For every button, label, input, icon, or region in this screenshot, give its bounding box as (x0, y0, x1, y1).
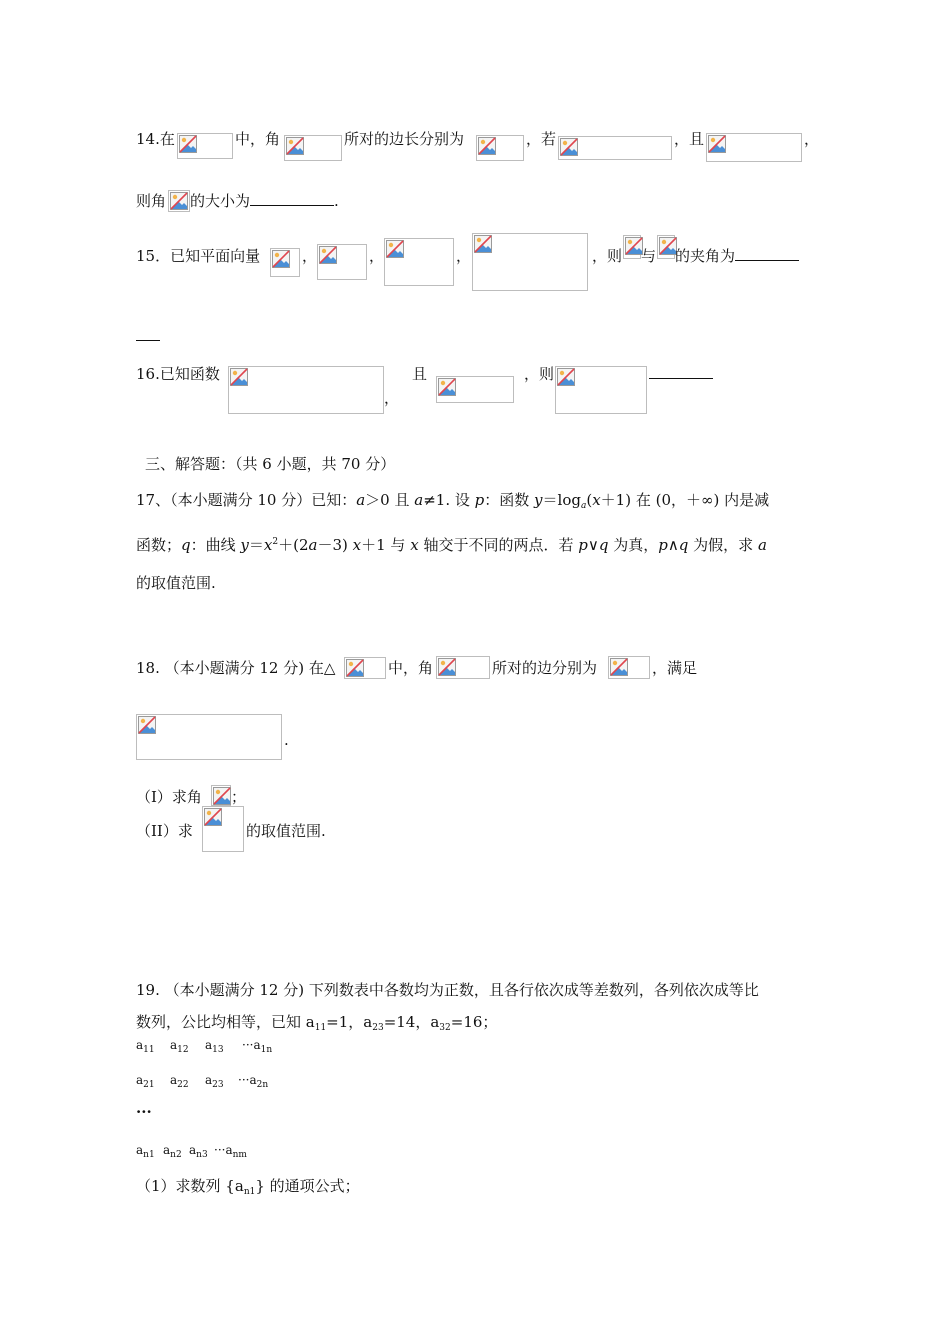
broken-image (706, 133, 802, 162)
q14-text: 中，角 (235, 130, 281, 148)
broken-image-icon (286, 137, 304, 155)
q18-part2: （II）求 (136, 822, 193, 840)
q16-text: ，则 (524, 365, 555, 383)
table-cell: $a_{21}$ (136, 1073, 155, 1090)
broken-image (211, 785, 231, 806)
broken-image (136, 714, 282, 760)
broken-image-icon (708, 135, 726, 153)
q16-line1: 16.已知函数 (136, 365, 220, 383)
q15-text: 的夹角为 (675, 246, 799, 266)
q19-line2: 数列，公比均相等，已知 $a_{11}=1$，$a_{23}=14$，$a_{32}=16$； (136, 1013, 498, 1033)
broken-image (270, 248, 300, 277)
broken-image (555, 366, 647, 414)
answer-blank (649, 364, 713, 379)
broken-image-icon (170, 192, 188, 210)
q14-text: ，若 (526, 130, 557, 148)
q18-text: 所对的边分别为 (492, 659, 598, 677)
broken-image (168, 190, 190, 212)
table-cell: $\cdot\cdot\cdot a_{nm}$ (214, 1143, 247, 1160)
broken-image (202, 806, 244, 852)
q15-text: ， (302, 247, 318, 265)
table-ellipsis: ··· (136, 1103, 152, 1121)
broken-image-icon (230, 368, 248, 386)
broken-image-icon (204, 808, 222, 826)
table-cell: $\cdot\cdot\cdot a_{1n}$ (242, 1038, 273, 1055)
broken-image (476, 135, 524, 161)
broken-image-icon (319, 246, 337, 264)
broken-image (228, 366, 384, 414)
table-cell: $a_{13}$ (205, 1038, 224, 1055)
broken-image-icon (272, 250, 290, 268)
broken-image-icon (474, 235, 492, 253)
q18-text: ，满足 (652, 659, 698, 677)
q14-line2: 则角 (136, 192, 167, 210)
q15-text: 与 (641, 247, 657, 265)
broken-image (657, 235, 675, 259)
table-cell: $a_{11}$ (136, 1038, 155, 1055)
broken-image-icon (138, 716, 156, 734)
broken-image (284, 135, 342, 161)
broken-image-icon (610, 658, 628, 676)
q15-line1: 15．已知平面向量 (136, 247, 261, 265)
q15-number: 15． (136, 247, 171, 265)
table-cell: $a_{22}$ (170, 1073, 189, 1090)
broken-image-icon (478, 137, 496, 155)
section-heading: 三、解答题：（共 6 小题，共 70 分） (145, 455, 396, 473)
answer-blank (735, 246, 799, 261)
q17-line1: 17、（本小题满分 10 分）已知：a＞0 且 a≠1. 设 p：函数 $y=\log_a(x+1)$ 在 (0，＋∞) 内是减 (136, 491, 770, 511)
q14-text: ，且 (674, 130, 705, 148)
broken-image-icon (438, 378, 456, 396)
broken-image (608, 656, 650, 679)
broken-image (384, 238, 454, 286)
q15-text: ， (369, 247, 385, 265)
answer-blank (250, 191, 334, 206)
broken-image (344, 657, 386, 679)
broken-image (623, 235, 641, 259)
q18-part1: （I）求角 (136, 788, 202, 806)
q18-text: 的取值范围. (246, 822, 326, 840)
broken-image-icon (557, 368, 575, 386)
q16-number: 16. (136, 365, 160, 383)
q15-text: ， (456, 247, 472, 265)
q14-text: 的大小为 . (190, 192, 339, 210)
broken-image-icon (213, 787, 231, 805)
broken-image-icon (560, 138, 578, 156)
broken-image-icon (438, 658, 456, 676)
broken-image-icon (386, 240, 404, 258)
q15-text: ，则 (592, 247, 623, 265)
q16-text: ， (384, 389, 400, 407)
broken-image (472, 233, 588, 291)
table-cell: $a_{n2}$ (163, 1143, 182, 1160)
q19-line1: 19. （本小题满分 12 分) 下列数表中各数均为正数，且各行依次成等差数列，各列依次成等比 (136, 981, 759, 999)
broken-image-icon (179, 135, 197, 153)
q14-number: 14. (136, 130, 160, 148)
broken-image (177, 133, 233, 159)
q18-text: . (284, 731, 289, 749)
table-cell: $a_{n3}$ (189, 1143, 208, 1160)
table-cell: $\cdot\cdot\cdot a_{2n}$ (238, 1073, 269, 1090)
table-cell: $a_{23}$ (205, 1073, 224, 1090)
q18-text: 中，角 (388, 659, 434, 677)
answer-blank-continued (136, 326, 160, 346)
broken-image (436, 376, 514, 403)
q18-line1: 18. （本小题满分 12 分) 在△ (136, 659, 336, 677)
broken-image-icon (346, 659, 364, 677)
q16-text: 且 (412, 365, 428, 383)
table-cell: $a_{n1}$ (136, 1143, 155, 1160)
broken-image (317, 244, 367, 280)
q14-text: ， (804, 130, 820, 148)
q14-line1: 14.在 (136, 130, 175, 148)
q18-text: ； (231, 788, 247, 806)
broken-image (436, 656, 490, 679)
table-cell: $a_{12}$ (170, 1038, 189, 1055)
q16-answer (649, 364, 713, 384)
q17-line2: 函数；q：曲线 $y=x^2+(2a-3)$ x＋1 与 x 轴交于不同的两点．若 p∨q 为真，p∧q 为假，求 a (136, 536, 767, 554)
broken-image (558, 136, 672, 160)
q14-text: 所对的边长分别为 (344, 130, 465, 148)
q17-line3: 的取值范围. (136, 574, 216, 592)
q19-part1: （1）求数列 $\{a_{n1}\}$ 的通项公式； (136, 1177, 360, 1197)
